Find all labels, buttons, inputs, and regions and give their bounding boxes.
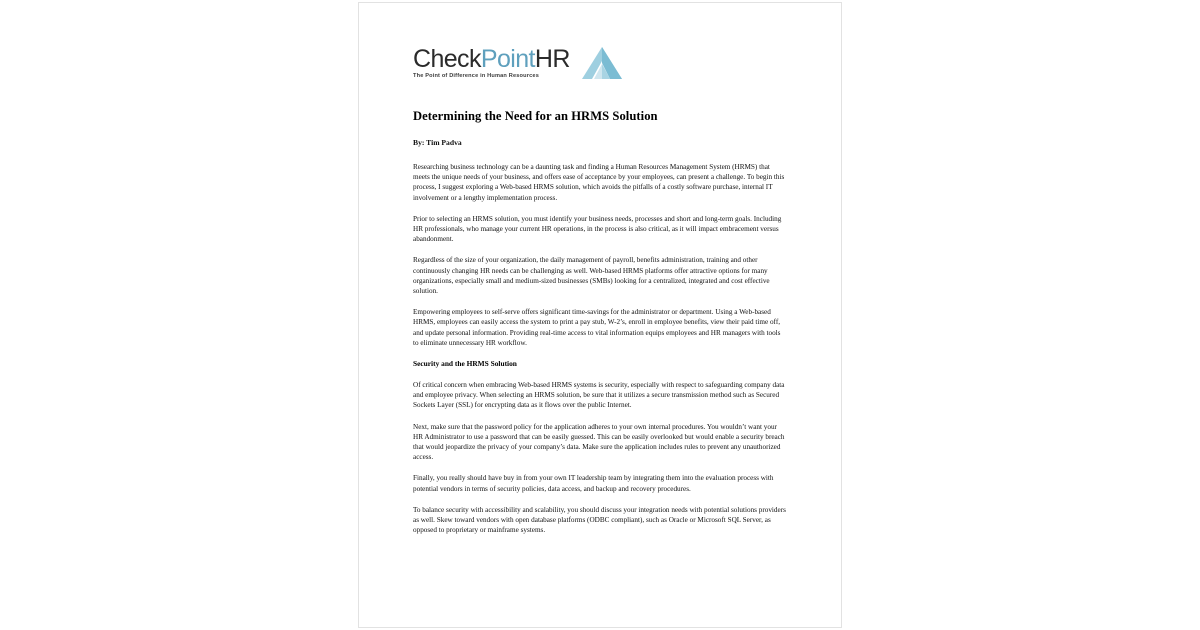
body-paragraph: Regardless of the size of your organization, the daily management of payroll, benefits administration, training and other continuously changing HR needs can be challenging as well. Web-based HRMS platforms offer attractive options for many organizations, especially small and medium-sized businesses (SMBs) looking for a centralized, integrated and cost effective solution. — [413, 256, 770, 296]
logo-word-hr: HR — [534, 45, 570, 73]
document-content — [413, 47, 787, 546]
logo-word-check: Check — [413, 45, 481, 73]
body-paragraph: Of critical concern when embracing Web-based HRMS systems is security, especially with respect to safeguarding company data and employee privacy. When selecting an HRMS solution, be sure that it utilizes a secure transmission method such as Secured Sockets Layer (SSL) for encrypting data as it flows over the public Internet. — [413, 381, 785, 410]
body-paragraph: Finally, you really should have buy in from your own IT leadership team by integrating them into the evaluation process with potential vendors in terms of security policies, data access, and backup and recovery procedures. — [413, 474, 774, 493]
body-paragraph: Next, make sure that the password policy for the application adheres to your own internal procedures. You wouldn’t want your HR Administrator to use a password that can be easily guessed. This can be easily overlooked but would enable a security breach that would jeopardize the privacy of your company’s data. Make sure the application includes rules to prevent any unauthorized access. — [413, 422, 785, 462]
company-logo — [413, 47, 787, 87]
logo-tagline: The Point of Difference in Human Resources — [413, 73, 539, 79]
body-paragraph: Empowering employees to self-serve offers significant time-savings for the administrator or department. Using a Web-based HRMS, employees can easily access the system to print a pay stub, W-2’s, enroll in employee benefits, view their paid time off, and update personal information. Providing real-time access to vital information equips employees and HR managers with tools to eliminate unnecessary HR workflow. — [413, 308, 781, 347]
body-paragraph: Researching business technology can be a daunting task and finding a Human Resources Management System (HRMS) that meets the unique needs of your business, and offers ease of acceptance by your employees, can present a challenge. To begin this process, I suggest exploring a Web-based HRMS solution, which avoids the pitfalls of a costly software purchase, internal IT involvement or a lengthy implementation process. — [413, 163, 785, 202]
document-title: Determining the Need for an HRMS Solution — [413, 109, 658, 123]
triangle-logo-mark — [581, 45, 623, 81]
logo-word-point: Point — [480, 45, 535, 73]
document-page — [358, 2, 842, 628]
section-heading-security: Security and the HRMS Solution — [413, 359, 517, 369]
body-paragraph: To balance security with accessibility and scalability, you should discuss your integration needs with potential solutions providers as well. Skew toward vendors with open database platforms (ODBC compliant), such as Oracle or Microsoft SQL Server, as opposed to proprietary or mainframe systems. — [413, 505, 786, 535]
document-byline: By: Tim Padva — [413, 138, 462, 147]
body-paragraph: Prior to selecting an HRMS solution, you must identify your business needs, processes and short and long-term goals. Including HR professionals, who manage your current HR operations, in the process is also critical, as it will impact embracement versus abandonment. — [413, 214, 782, 244]
